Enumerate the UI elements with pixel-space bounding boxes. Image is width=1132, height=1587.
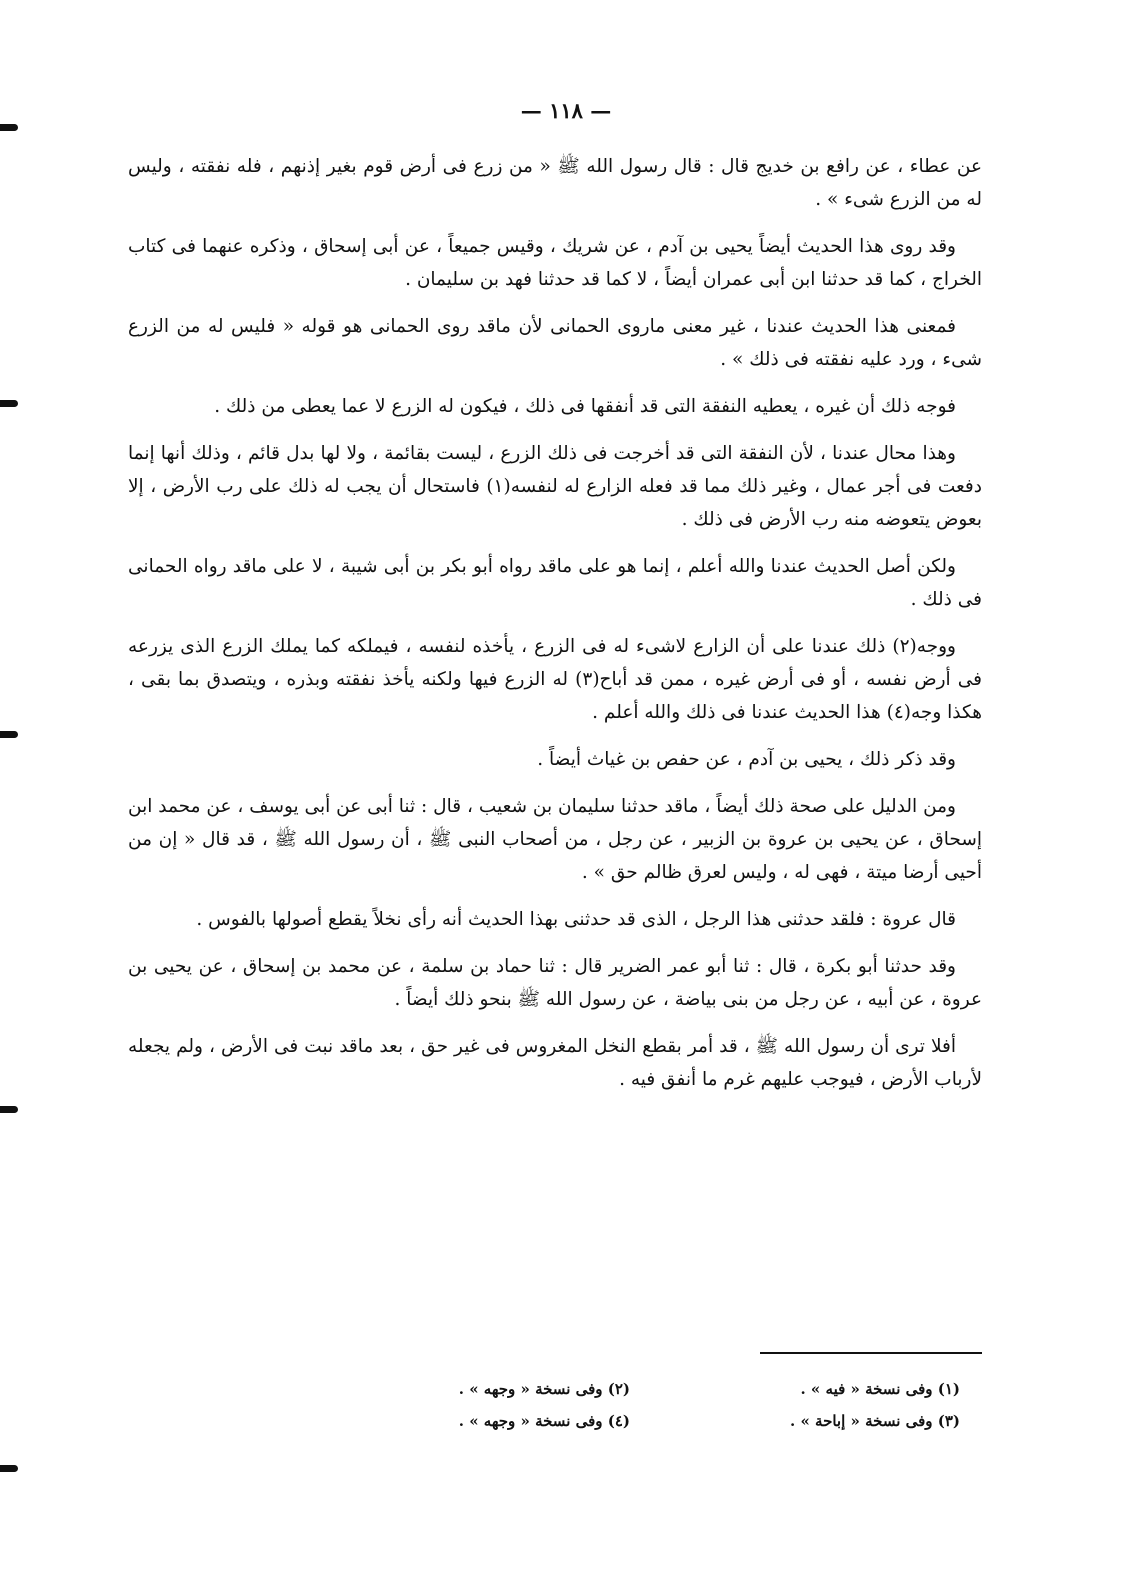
scan-edge-mark [0,1465,18,1472]
footnotes [300,1378,960,1432]
paragraph: ووجه(٢) ذلك عندنا على أن الزارع لاشىء له فى الزرع ، يأخذه لنفسه ، فيملكه كما يملك الزرع الذى يزرعه فى أرض نفسه ، أو فى أرض غيره ، ممن قد أباح(٣) له الزرع فيها ولكنه يأخذ نفقته وبذره ، ويتصدق بما بقى ، هكذا وجه(٤) هذا الحديث عندنا فى ذلك والله أعلم . [128,636,982,723]
paragraph: قال عروة : فلقد حدثنى هذا الرجل ، الذى قد حدثنى بهذا الحديث أنه رأى نخلاً يقطع أصولها بالفوس . [196,909,956,930]
paragraph: وقد روى هذا الحديث أيضاً يحيى بن آدم ، عن شريك ، وقيس جميعاً ، عن أبى إسحاق ، وذكره عنهما فى كتاب الخراج ، كما قد حدثنا ابن أبى عمران أيضاً ، لا كما قد حدثنا فهد بن سليمان . [128,236,982,290]
scan-edge-mark [0,124,18,131]
footnote: (٣) وفى نسخة « إباحة » . [790,1412,960,1430]
paragraph: فوجه ذلك أن غيره ، يعطيه النفقة التى قد أنفقها فى ذلك ، فيكون له الزرع لا عما يعطى من ذلك . [214,396,956,417]
scan-edge-mark [0,400,18,407]
paragraph: وقد حدثنا أبو بكرة ، قال : ثنا أبو عمر الضرير قال : ثنا حماد بن سلمة ، عن محمد بن إسحاق ، عن يحيى بن عروة ، عن أبيه ، عن رجل من بنى بياضة ، عن رسول الله ﷺ بنحو ذلك أيضاً . [128,956,982,1010]
footnote: (١) وفى نسخة « فيه » . [800,1380,960,1398]
paragraph: وقد ذكر ذلك ، يحيى بن آدم ، عن حفص بن غياث أيضاً . [537,749,956,770]
scan-edge-mark [0,731,18,738]
footnote: (٤) وفى نسخة « وجهه » . [458,1412,630,1430]
paragraph: ولكن أصل الحديث عندنا والله أعلم ، إنما هو على ماقد رواه أبو بكر بن أبى شيبة ، لا على ماقد رواه الحمانى فى ذلك . [128,556,982,610]
paragraph: وهذا محال عندنا ، لأن النفقة التى قد أخرجت فى ذلك الزرع ، ليست بقائمة ، ولا لها بدل قائم ، وذلك أنها إنما دفعت فى أجر عمال ، وغير ذلك مما قد فعله الزارع له لنفسه(١) فاستحال أن يجب له ذلك على رب الأرض ، إلا بعوض يتعوضه منه رب الأرض فى ذلك . [128,443,982,530]
footnote-divider [760,1352,982,1354]
paragraph: أفلا ترى أن رسول الله ﷺ ، قد أمر بقطع النخل المغروس فى غير حق ، بعد ماقد نبت فى الأرض ، ولم يجعله لأرباب الأرض ، فيوجب عليهم غرم ما أنفق فيه . [128,1036,982,1090]
paragraph: ومن الدليل على صحة ذلك أيضاً ، ماقد حدثنا سليمان بن شعيب ، قال : ثنا أبى عن أبى يوسف ، عن محمد ابن إسحاق ، عن يحيى بن عروة بن الزبير ، عن رجل ، من أصحاب النبى ﷺ ، أن رسول الله ﷺ ، قد قال « إن من أحيى أرضا ميتة ، فهى له ، وليس لعرق ظالم حق » . [128,796,982,883]
footnote: (٢) وفى نسخة « وجهه » . [458,1380,630,1398]
paragraph: فمعنى هذا الحديث عندنا ، غير معنى ماروى الحمانى لأن ماقد روى الحمانى هو قوله « فليس له من الزرع شىء ، ورد عليه نفقته فى ذلك » . [128,316,982,370]
page-number: — ١١٨ — [520,98,612,123]
paragraph: عن عطاء ، عن رافع بن خديج قال : قال رسول الله ﷺ « من زرع فى أرض قوم بغير إذنهم ، فله نفقته ، وليس له من الزرع شىء » . [128,156,982,210]
scan-edge-mark [0,1106,18,1113]
body-text [128,150,982,1110]
